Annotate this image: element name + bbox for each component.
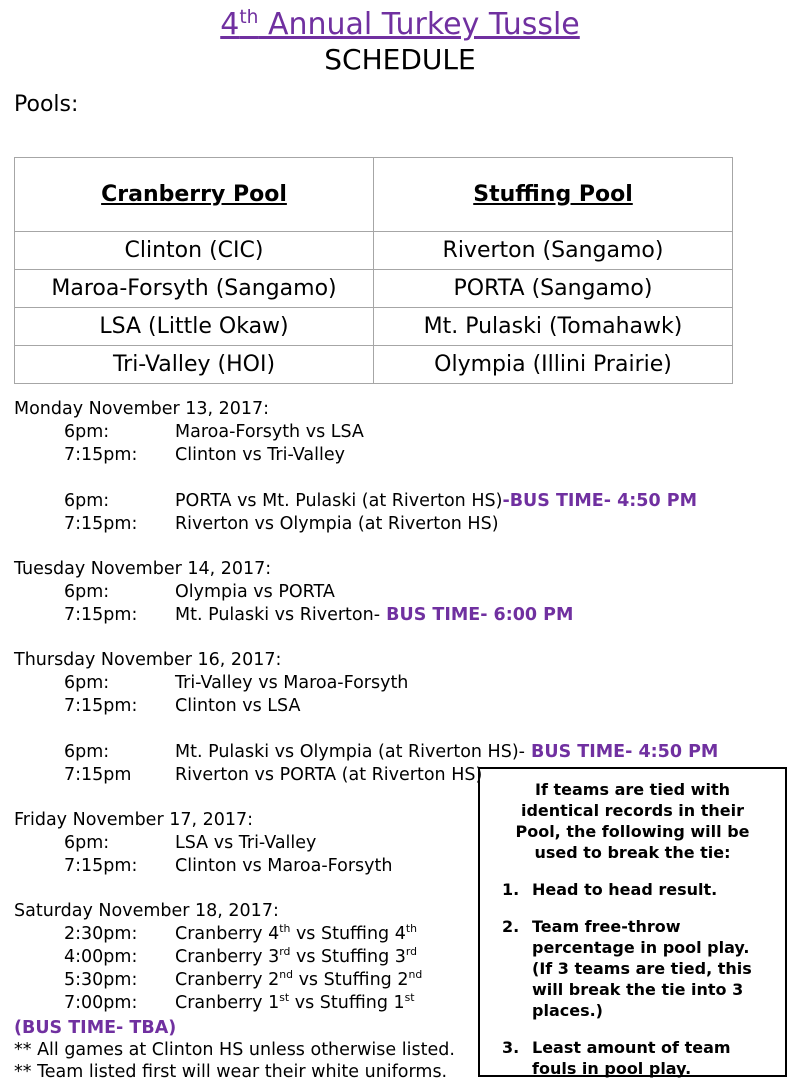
day-header: Saturday November 18, 2017: — [14, 901, 279, 922]
game-text: Mt. Pulaski vs Riverton- — [175, 605, 381, 626]
bus-time: -BUS TIME- 4:50 PM — [502, 491, 697, 512]
pool-header-cranberry-label: Cranberry Pool — [101, 182, 287, 208]
table-row — [15, 232, 733, 270]
game-text: Cranberry 2nd vs Stuffing 2nd — [175, 968, 423, 991]
day-header: Friday November 17, 2017: — [14, 810, 254, 831]
pool-cell: Tri-Valley (HOI) — [15, 346, 374, 384]
game-time: 6pm: — [64, 582, 110, 603]
game-matchup — [175, 672, 800, 695]
footnote-all-games: ** All games at Clinton HS unless otherwise listed. — [14, 1040, 455, 1061]
pool-cell: LSA (Little Okaw) — [15, 308, 374, 346]
game-text: Riverton vs PORTA (at Riverton HS) — [175, 765, 483, 786]
tiebreaker-number: 3. — [502, 1038, 520, 1057]
bus-time: BUS TIME- 4:50 PM — [524, 742, 719, 763]
pool-header-cranberry — [15, 158, 374, 232]
game-time: 6pm: — [64, 742, 110, 763]
game-row — [14, 490, 800, 513]
tiebreaker-box — [478, 767, 787, 1077]
tiebreaker-number: 2. — [502, 917, 520, 936]
bus-time: BUS TIME- 6:00 PM — [380, 605, 574, 626]
game-text: PORTA vs Mt. Pulaski (at Riverton HS) — [175, 491, 503, 512]
game-row — [14, 604, 800, 627]
day-header: Monday November 13, 2017: — [14, 399, 270, 420]
game-text: Cranberry 4th vs Stuffing 4th — [175, 922, 417, 945]
page-title: 4th Annual Turkey Tussle — [220, 7, 580, 42]
game-matchup — [175, 741, 800, 764]
pool-cell: Mt. Pulaski (Tomahawk) — [374, 308, 733, 346]
tiebreaker-header: If teams are tied with identical records in their Pool, the following will be used to break the tie: — [515, 780, 750, 862]
game-time: 6pm: — [64, 422, 110, 443]
game-time: 7:15pm: — [64, 445, 138, 466]
game-row — [14, 513, 800, 536]
game-time: 7:15pm: — [64, 605, 138, 626]
game-time: 5:30pm: — [64, 970, 138, 991]
game-time: 4:00pm: — [64, 947, 138, 968]
game-row — [14, 695, 800, 718]
title-block — [0, 0, 800, 76]
table-row — [15, 270, 733, 308]
game-text: Tri-Valley vs Maroa-Forsyth — [175, 673, 409, 694]
pools-label: Pools: — [14, 92, 79, 118]
day-header: Thursday November 16, 2017: — [14, 650, 282, 671]
game-row — [14, 581, 800, 604]
game-time: 6pm: — [64, 673, 110, 694]
game-text: Mt. Pulaski vs Olympia (at Riverton HS)- — [175, 742, 525, 763]
schedule-section-monday — [14, 398, 800, 536]
game-matchup — [175, 513, 800, 536]
day-header: Tuesday November 14, 2017: — [14, 559, 272, 580]
game-text: Clinton vs LSA — [175, 696, 301, 717]
tiebreaker-text: Team free-throw percentage in pool play. (If 3 teams are tied, this will break the tie into 3 places.) — [532, 917, 752, 1020]
tiebreaker-text: Head to head result. — [532, 880, 718, 899]
game-row — [14, 741, 800, 764]
pool-cell: Riverton (Sangamo) — [374, 232, 733, 270]
pool-header-stuffing-label: Stuffing Pool — [473, 182, 633, 208]
game-row — [14, 444, 800, 467]
pool-header-stuffing — [374, 158, 733, 232]
game-text: LSA vs Tri-Valley — [175, 833, 317, 854]
pool-cell: Olympia (Illini Prairie) — [374, 346, 733, 384]
game-matchup — [175, 444, 800, 467]
game-matchup — [175, 581, 800, 604]
game-time: 2:30pm: — [64, 924, 138, 945]
game-time: 7:15pm: — [64, 696, 138, 717]
pool-cell: PORTA (Sangamo) — [374, 270, 733, 308]
game-time: 7:00pm: — [64, 993, 138, 1014]
tiebreaker-item — [502, 1037, 769, 1079]
pool-cell: Clinton (CIC) — [15, 232, 374, 270]
game-text: Olympia vs PORTA — [175, 582, 335, 603]
tiebreaker-text: Least amount of team fouls in pool play. — [532, 1038, 731, 1078]
game-text: Cranberry 3rd vs Stuffing 3rd — [175, 945, 418, 968]
game-time: 7:15pm: — [64, 514, 138, 535]
game-time: 7:15pm: — [64, 856, 138, 877]
game-text: Clinton vs Tri-Valley — [175, 445, 345, 466]
tiebreaker-number: 1. — [502, 880, 520, 899]
footnote-uniforms: ** Team listed first will wear their white uniforms. — [14, 1062, 448, 1083]
pool-table — [14, 157, 733, 384]
game-text: Cranberry 1st vs Stuffing 1st — [175, 991, 415, 1014]
table-row — [15, 308, 733, 346]
game-text: Clinton vs Maroa-Forsyth — [175, 856, 393, 877]
game-text: Maroa-Forsyth vs LSA — [175, 422, 364, 443]
tiebreaker-item — [502, 916, 769, 1021]
game-matchup — [175, 421, 800, 444]
game-row — [14, 421, 800, 444]
schedule-section-tuesday — [14, 558, 800, 627]
bus-tba-note: (BUS TIME- TBA) — [14, 1018, 177, 1039]
game-matchup — [175, 604, 800, 627]
game-matchup — [175, 490, 800, 513]
game-row — [14, 672, 800, 695]
game-matchup — [175, 695, 800, 718]
tiebreaker-item — [502, 879, 769, 900]
pool-cell: Maroa-Forsyth (Sangamo) — [15, 270, 374, 308]
game-time: 6pm: — [64, 833, 110, 854]
pool-table-header-row — [15, 158, 733, 232]
game-time: 6pm: — [64, 491, 110, 512]
game-text: Riverton vs Olympia (at Riverton HS) — [175, 514, 499, 535]
page-subtitle: SCHEDULE — [324, 42, 476, 76]
game-time: 7:15pm — [64, 765, 132, 786]
table-row — [15, 346, 733, 384]
